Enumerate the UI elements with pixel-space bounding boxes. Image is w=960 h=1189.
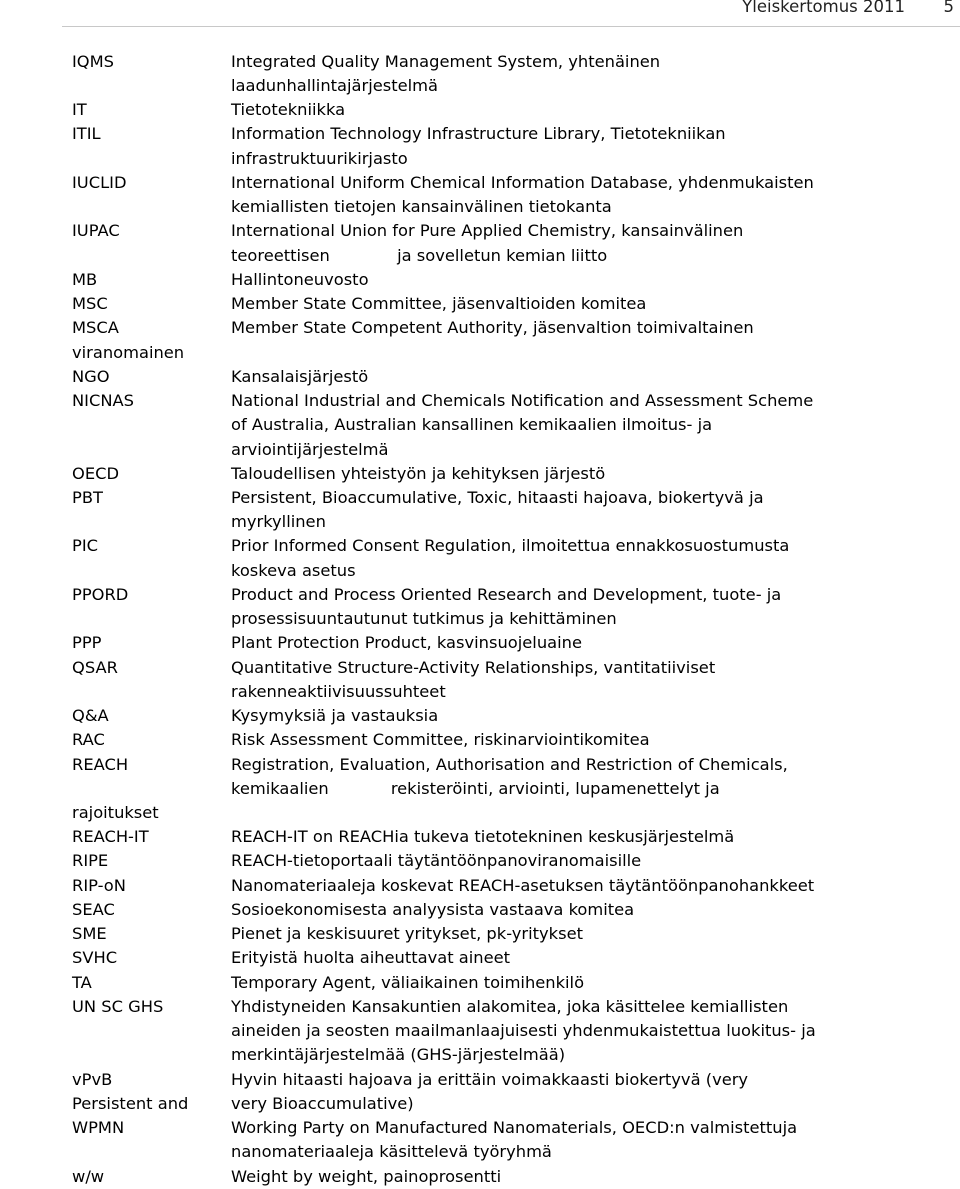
abbreviation: RAC bbox=[72, 730, 105, 749]
description-line: prosessisuuntautunut tutkimus ja kehittäminen bbox=[231, 609, 617, 628]
description-line: Member State Competent Authority, jäsenvaltion toimivaltainen bbox=[231, 318, 754, 337]
abbreviation: SVHC bbox=[72, 948, 118, 967]
description-line: REACH-IT on REACHia tukeva tietotekninen keskusjärjestelmä bbox=[231, 827, 735, 846]
abbreviation: vPvB bbox=[72, 1070, 113, 1089]
description-line: Hallintoneuvosto bbox=[231, 270, 369, 289]
description-line: Information Technology Infrastructure Library, Tietotekniikan bbox=[231, 124, 726, 143]
description-line: Yhdistyneiden Kansakuntien alakomitea, joka käsittelee kemiallisten bbox=[231, 997, 789, 1016]
abbreviation: RIPE bbox=[72, 851, 109, 870]
abbreviation: ITIL bbox=[72, 124, 101, 143]
abbreviation: SME bbox=[72, 924, 107, 943]
description-line: kemikaalien rekisteröinti, arviointi, lupamenettelyt ja bbox=[231, 779, 720, 798]
abbreviation: w/w bbox=[72, 1167, 105, 1186]
description-line: Sosioekonomisesta analyysista vastaava komitea bbox=[231, 900, 635, 919]
description-line: myrkyllinen bbox=[231, 512, 326, 531]
abbreviation: MB bbox=[72, 270, 98, 289]
description-line: Pienet ja keskisuuret yritykset, pk-yritykset bbox=[231, 924, 583, 943]
description-line: Persistent, Bioaccumulative, Toxic, hitaasti hajoava, biokertyvä ja bbox=[231, 488, 764, 507]
description-line: Kysymyksiä ja vastauksia bbox=[231, 706, 439, 725]
abbreviation: PPP bbox=[72, 633, 102, 652]
abbreviation: REACH-IT bbox=[72, 827, 149, 846]
description-line: arviointijärjestelmä bbox=[231, 440, 389, 459]
abbreviation: PIC bbox=[72, 536, 98, 555]
abbreviation: IUPAC bbox=[72, 221, 120, 240]
abbreviation: IQMS bbox=[72, 52, 114, 71]
abbreviation: RIP-oN bbox=[72, 876, 126, 895]
report-title: Yleiskertomus 2011 bbox=[742, 0, 905, 16]
description-line: Quantitative Structure-Activity Relationships, vantitatiiviset bbox=[231, 658, 716, 677]
description-line: Temporary Agent, väliaikainen toimihenkilö bbox=[231, 973, 585, 992]
description-line: Risk Assessment Committee, riskinarviointikomitea bbox=[231, 730, 650, 749]
abbreviation: NGO bbox=[72, 367, 110, 386]
description-line: International Uniform Chemical Information Database, yhdenmukaisten bbox=[231, 173, 814, 192]
abbreviation: OECD bbox=[72, 464, 120, 483]
description-line: Registration, Evaluation, Authorisation and Restriction of Chemicals, bbox=[231, 755, 788, 774]
description-line: National Industrial and Chemicals Notification and Assessment Scheme bbox=[231, 391, 814, 410]
description-line: Prior Informed Consent Regulation, ilmoitettua ennakkosuostumusta bbox=[231, 536, 790, 555]
description-line: koskeva asetus bbox=[231, 561, 356, 580]
description-line: Tietotekniikka bbox=[231, 100, 346, 119]
description-line: Taloudellisen yhteistyön ja kehityksen järjestö bbox=[231, 464, 606, 483]
description-line: teoreettisen ja sovelletun kemian liitto bbox=[231, 246, 608, 265]
abbreviation: REACH bbox=[72, 755, 129, 774]
description-line: International Union for Pure Applied Chemistry, kansainvälinen bbox=[231, 221, 744, 240]
description-line: rakenneaktiivisuussuhteet bbox=[231, 682, 446, 701]
description-line: REACH-tietoportaali täytäntöönpanoviranomaisille bbox=[231, 851, 642, 870]
abbreviation: PBT bbox=[72, 488, 103, 507]
description-line: Plant Protection Product, kasvinsuojeluaine bbox=[231, 633, 582, 652]
abbreviation: UN SC GHS bbox=[72, 997, 164, 1016]
description-line: aineiden ja seosten maailmanlaajuisesti yhdenmukaistettua luokitus- ja bbox=[231, 1021, 816, 1040]
description-line: Hyvin hitaasti hajoava ja erittäin voimakkaasti biokertyvä (very bbox=[231, 1070, 749, 1089]
abbreviation: QSAR bbox=[72, 658, 118, 677]
header-divider bbox=[62, 26, 960, 27]
abbreviation: viranomainen bbox=[72, 343, 185, 362]
abbreviation: TA bbox=[72, 973, 92, 992]
description-line: Weight by weight, painoprosentti bbox=[231, 1167, 502, 1186]
description-line: Kansalaisjärjestö bbox=[231, 367, 369, 386]
abbreviation: Q&A bbox=[72, 706, 109, 725]
abbreviation: MSC bbox=[72, 294, 108, 313]
description-line: kemiallisten tietojen kansainvälinen tietokanta bbox=[231, 197, 612, 216]
description-line: of Australia, Australian kansallinen kemikaalien ilmoitus- ja bbox=[231, 415, 713, 434]
description-line: Member State Committee, jäsenvaltioiden komitea bbox=[231, 294, 647, 313]
abbreviation: IUCLID bbox=[72, 173, 127, 192]
abbreviation: NICNAS bbox=[72, 391, 135, 410]
description-line: Nanomateriaaleja koskevat REACH-asetuksen täytäntöönpanohankkeet bbox=[231, 876, 815, 895]
description-line: laadunhallintajärjestelmä bbox=[231, 76, 438, 95]
abbreviation: rajoitukset bbox=[72, 803, 159, 822]
page-number: 5 bbox=[943, 0, 954, 16]
page-header bbox=[0, 0, 960, 24]
description-line: Product and Process Oriented Research and Development, tuote- ja bbox=[231, 585, 782, 604]
description-line: Erityistä huolta aiheuttavat aineet bbox=[231, 948, 511, 967]
description-line: Integrated Quality Management System, yhtenäinen bbox=[231, 52, 661, 71]
abbreviation: SEAC bbox=[72, 900, 115, 919]
abbreviation: PPORD bbox=[72, 585, 129, 604]
abbreviation: WPMN bbox=[72, 1118, 125, 1137]
abbreviation: MSCA bbox=[72, 318, 119, 337]
description-line: Working Party on Manufactured Nanomaterials, OECD:n valmistettuja bbox=[231, 1118, 798, 1137]
description-line: infrastruktuurikirjasto bbox=[231, 149, 408, 168]
description-line: merkintäjärjestelmää (GHS-järjestelmää) bbox=[231, 1045, 566, 1064]
abbreviation: IT bbox=[72, 100, 87, 119]
description-line: very Bioaccumulative) bbox=[231, 1094, 414, 1113]
abbreviation: Persistent and bbox=[72, 1094, 189, 1113]
description-line: nanomateriaaleja käsittelevä työryhmä bbox=[231, 1142, 552, 1161]
